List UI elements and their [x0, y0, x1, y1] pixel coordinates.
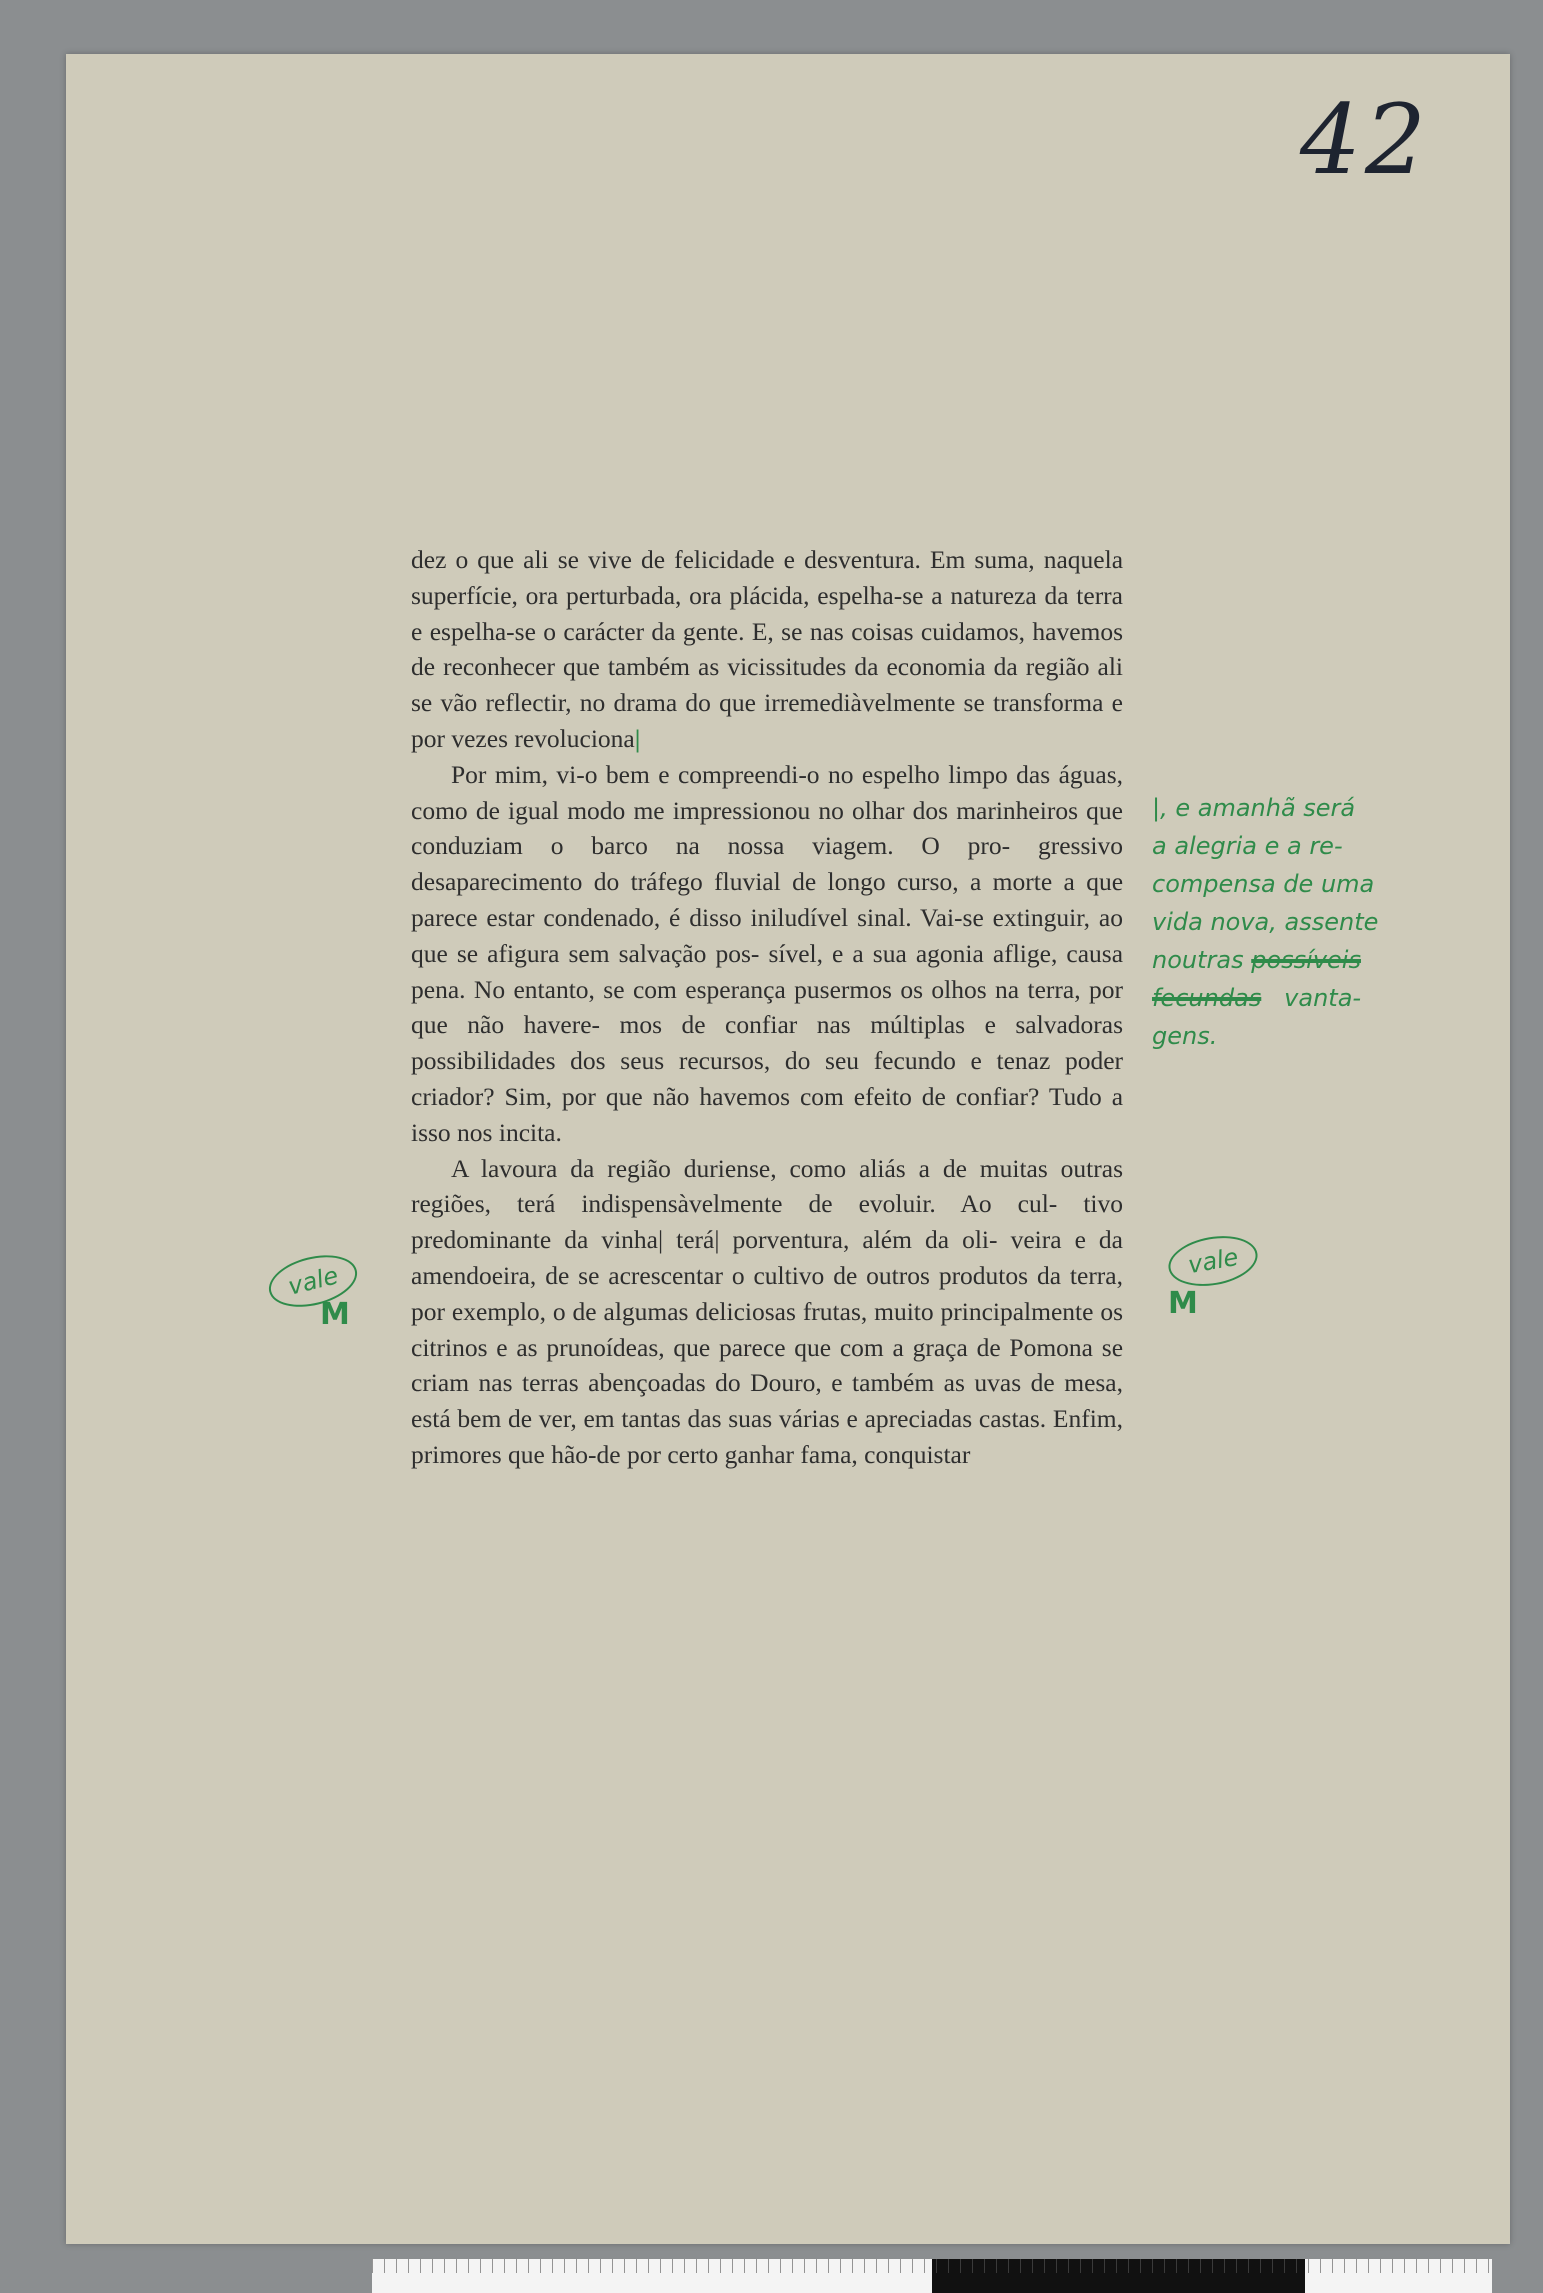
marginal-line: vida nova, assente: [1152, 908, 1379, 936]
text-line: isso nos incita.: [411, 1117, 562, 1147]
text-line: Por mim, vi-o bem e compreendi-o no espelho limpo das: [451, 759, 1051, 789]
text-line: águas, como de igual modo me impressionou no olhar dos: [411, 759, 1123, 825]
text-line: de ver, em tantas das suas várias e apreciadas castas. Enfim,: [508, 1404, 1123, 1434]
text-line: produtos da terra, por exemplo, o de algumas deliciosas: [411, 1260, 1123, 1326]
text-line: marinheiros que conduziam o barco na nossa viagem. O pro-: [411, 795, 1123, 861]
text-line: vicissitudes da economia da região ali se vão reflectir, no: [411, 652, 1124, 718]
text-line: mos de confiar nas múltiplas e salvadoras possibilidades: [411, 1010, 1124, 1076]
vale-stamp-left: vale: [264, 1247, 363, 1315]
text-line: tivo predominante da vinha| terá| porventura, além da oli-: [411, 1189, 1123, 1255]
text-line: dos seus recursos, do seu fecundo e tenaz poder criador?: [411, 1046, 1124, 1111]
vale-stamp-right: vale: [1165, 1230, 1262, 1293]
paragraph-3: [411, 1151, 1123, 1473]
insertion-mark: |: [634, 723, 641, 753]
text-line: a natureza da terra e espelha-se o carácter da gente. E, se: [411, 580, 1123, 646]
text-line: esperança pusermos os olhos na terra, por que não havere-: [411, 974, 1123, 1040]
initials-left: M: [320, 1297, 350, 1332]
text-line: revoluciona: [514, 723, 635, 753]
scale-ruler: [372, 2259, 1492, 2293]
text-line: outras regiões, terá indispensàvelmente de evoluir. Ao cul-: [411, 1153, 1123, 1219]
struck-word: possíveis: [1251, 946, 1361, 974]
marginal-line: compensa de uma: [1152, 870, 1375, 898]
text-line: naquela superfície, ora perturbada, ora plácida, espelha-se: [411, 545, 1124, 610]
text-line: frutas, muito principalmente os citrinos e as prunoídeas,: [411, 1296, 1123, 1362]
text-line: Sim, por que não havemos com efeito de confiar? Tudo a: [504, 1081, 1124, 1111]
paragraph-2: [411, 757, 1123, 1151]
marginal-line: a alegria e a re-: [1152, 832, 1343, 860]
document-page: [66, 54, 1510, 2244]
text-line: nas coisas cuidamos, havemos de reconhecer que também as: [411, 616, 1124, 682]
text-line: sinal. Vai-se extinguir, ao que se afigura sem salvação pos-: [411, 902, 1123, 968]
text-line: A lavoura da região duriense, como aliás a de muitas: [451, 1153, 1048, 1183]
paragraph-1: [411, 542, 1123, 757]
text-line: veira e da amendoeira, de se acrescentar o cultivo de outros: [411, 1225, 1123, 1290]
text-line: gressivo desaparecimento do tráfego fluvial de longo curso,: [411, 831, 1123, 897]
text-line: drama do que irremediàvelmente se transforma e por vezes: [411, 688, 1123, 753]
marginal-line: fecundas vanta-: [1152, 984, 1362, 1012]
ruler-ticks: [372, 2259, 1492, 2273]
text-line: abençoadas do Douro, e também as uvas de mesa, está bem: [411, 1368, 1123, 1434]
page-number: 42: [1299, 84, 1430, 196]
marginal-note: [1152, 789, 1482, 1055]
marginal-line: gens.: [1152, 1022, 1218, 1050]
text-line: dez o que ali se vive de felicidade e desventura. Em suma,: [411, 545, 1035, 574]
initials-right: M: [1168, 1286, 1198, 1321]
marginal-line: |, e amanhã será: [1152, 794, 1356, 822]
text-line: a morte a que parece estar condenado, é disso iniludível: [411, 867, 1124, 932]
body-text: [411, 542, 1123, 1473]
struck-word: fecundas: [1152, 984, 1262, 1012]
text-line: primores que hão-de por certo ganhar fama, conquistar: [411, 1439, 971, 1469]
marginal-line: noutras possíveis: [1152, 946, 1361, 974]
text-line: que parece que com a graça de Pomona se criam nas terras: [411, 1332, 1124, 1398]
text-line: sível, e a sua agonia aflige, causa pena. No entanto, se com: [411, 938, 1124, 1004]
